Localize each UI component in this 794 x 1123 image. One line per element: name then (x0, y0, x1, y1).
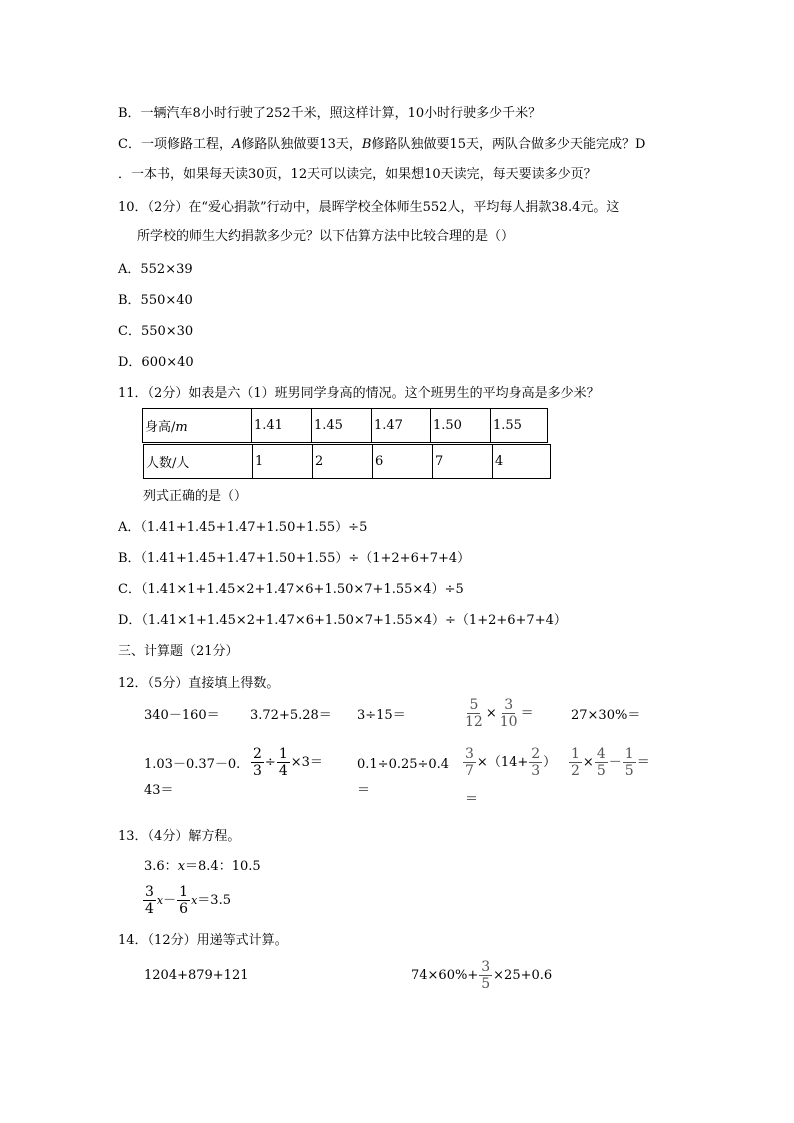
q14-expression-1: 1204+879+121 (144, 968, 249, 983)
height-cell: 1.45 (312, 409, 372, 443)
height-label-cell (143, 409, 252, 443)
equals: ＝ (520, 706, 534, 721)
numerator: 2 (531, 746, 541, 762)
count-cell: 2 (313, 445, 373, 479)
q14-stem: 14．（12分）用递等式计算。 (118, 933, 288, 948)
q9-option-c (118, 137, 645, 153)
denominator: 5 (624, 763, 634, 779)
numerator: 3 (145, 884, 154, 900)
q12-item-9 (462, 747, 556, 778)
operator: － (163, 893, 177, 908)
count-label: 人数/人 (144, 445, 253, 479)
q9-option-c-text-3: 修路队独做要15天，两队合做多少天能完成？D (371, 137, 646, 152)
close-paren: ） (543, 755, 557, 770)
q9-option-b: B．一辆汽车8小时行驶了252千米，照这样计算，10小时行驶多少千米？ (118, 106, 542, 121)
fraction (143, 885, 156, 916)
q12-item-3: 3÷15＝ (357, 708, 406, 723)
q11-option-b: B．（1.41+1.45+1.47+1.50+1.55）÷（1+2+6+7+4） (118, 551, 471, 566)
height-row (143, 409, 548, 443)
q14-expression-2 (411, 960, 552, 991)
q11-stem: 11．（2分）如表是六（1）班男同学身高的情况。这个班男生的平均身高是多少米？ (118, 386, 600, 401)
fraction (277, 747, 290, 778)
count-cell: 1 (253, 445, 313, 479)
variable-x: x (156, 894, 164, 907)
q12-item-8-line-2: ＝ (357, 783, 371, 798)
fraction (529, 747, 542, 778)
denominator: 4 (278, 763, 288, 779)
operator: ÷ (264, 755, 276, 770)
eq2-right: ＝3.5 (197, 893, 231, 908)
q12-item-5: 27×30%＝ (571, 708, 641, 723)
denominator: 5 (596, 763, 606, 779)
variable-x: x (177, 859, 186, 874)
fraction (463, 747, 476, 778)
denominator: 12 (465, 714, 483, 730)
count-cell: 4 (493, 445, 551, 479)
q9-option-d: ．一本书，如果每天读30页，12天可以读完，如果想10天读完，每天要读多少页？ (118, 167, 597, 182)
variable-x: x (191, 894, 198, 907)
q11-option-c: C．（1.41×1+1.45×2+1.47×6+1.50×7+1.55×4）÷5 (118, 582, 464, 597)
denominator: 3 (253, 763, 262, 779)
q11-prompt: 列式正确的是（） (143, 489, 248, 504)
numerator: 1 (624, 746, 634, 762)
eq1-right: ＝8.4：10.5 (185, 859, 261, 874)
operator: × (582, 755, 594, 770)
denominator: 10 (499, 714, 518, 730)
height-cell: 1.50 (431, 409, 491, 443)
count-cell: 6 (373, 445, 433, 479)
fraction (463, 698, 485, 729)
numerator: 5 (469, 697, 479, 713)
q10-stem-line-1: 10．（2分）在“爱心捐款”行动中，晨晖学校全体师生552人，平均每人捐款38.4元。这 (118, 200, 620, 215)
fraction (595, 747, 608, 778)
count-table (143, 444, 551, 479)
q9-option-c-text-2: 修路队独做要13天， (241, 137, 362, 152)
fraction (251, 747, 264, 778)
q12-item-10 (568, 747, 650, 778)
count-cell: 7 (433, 445, 493, 479)
section-title: 三、计算题（21分） (118, 644, 239, 659)
numerator: 3 (481, 959, 491, 975)
operator: × (485, 706, 497, 721)
operator: ×（14+ (476, 755, 529, 770)
q13-equation-1 (144, 859, 261, 875)
numerator: 3 (504, 697, 514, 713)
numerator: 3 (465, 746, 474, 762)
rest: ×3＝ (290, 755, 323, 770)
q11-option-d: D．（1.41×1+1.45×2+1.47×6+1.50×7+1.55×4）÷（1+2+6+7+4） (118, 613, 567, 628)
q11-option-a: A．（1.41+1.45+1.47+1.50+1.55）÷5 (118, 520, 368, 535)
height-cell: 1.55 (491, 409, 548, 443)
numerator: 1 (179, 884, 189, 900)
denominator: 4 (145, 901, 154, 917)
q10-option-a: A．552×39 (118, 262, 193, 277)
q10-stem-line-2: 所学校的师生大约捐款多少元？以下估算方法中比较合理的是（） (137, 229, 515, 244)
numerator: 1 (278, 746, 288, 762)
expr2-left: 74×60%+ (411, 968, 479, 983)
fraction (479, 960, 492, 991)
eq1-left: 3.6： (144, 859, 178, 874)
height-cell: 1.47 (372, 409, 431, 443)
q12-item-6-line-2: 43＝ (144, 783, 174, 798)
q12-item-6-line-1: 1.03－0.37－0. (144, 757, 241, 772)
q12-stem: 12．（5分）直接填上得数。 (118, 676, 280, 691)
fraction (498, 698, 520, 729)
denominator: 6 (179, 901, 189, 917)
numerator: 4 (596, 746, 606, 762)
fraction (623, 747, 636, 778)
count-row (144, 445, 551, 479)
q10-option-b: B．550×40 (118, 293, 193, 308)
q13-equation-2 (142, 885, 231, 916)
q9-option-c-text-1: C．一项修路工程， (118, 137, 232, 152)
height-unit: m (175, 420, 188, 435)
height-cell: 1.41 (252, 409, 312, 443)
equals: ＝ (636, 755, 650, 770)
operator: － (608, 755, 622, 770)
q9-option-c-team-a: A (231, 137, 242, 152)
q10-option-d: D．600×40 (118, 355, 194, 370)
expr2-right: ×25+0.6 (493, 968, 553, 983)
height-label: 身高/ (145, 420, 176, 435)
numerator: 1 (571, 746, 580, 762)
denominator: 7 (465, 763, 474, 779)
height-table (142, 408, 548, 443)
denominator: 5 (481, 976, 491, 992)
fraction (177, 885, 190, 916)
q12-item-9-equals: ＝ (465, 792, 479, 807)
denominator: 3 (531, 763, 541, 779)
numerator: 2 (253, 746, 262, 762)
q9-option-c-team-b: B (361, 137, 372, 152)
fraction (569, 747, 582, 778)
q12-item-7 (250, 747, 323, 778)
q12-item-1: 340－160＝ (144, 708, 220, 723)
q12-item-8-line-1: 0.1÷0.25÷0.4 (357, 757, 450, 772)
q13-stem: 13．（4分）解方程。 (118, 829, 241, 844)
denominator: 2 (571, 763, 580, 779)
q10-option-c: C．550×30 (118, 324, 194, 339)
q12-item-2: 3.72+5.28＝ (250, 708, 332, 723)
q12-item-4 (462, 698, 534, 729)
